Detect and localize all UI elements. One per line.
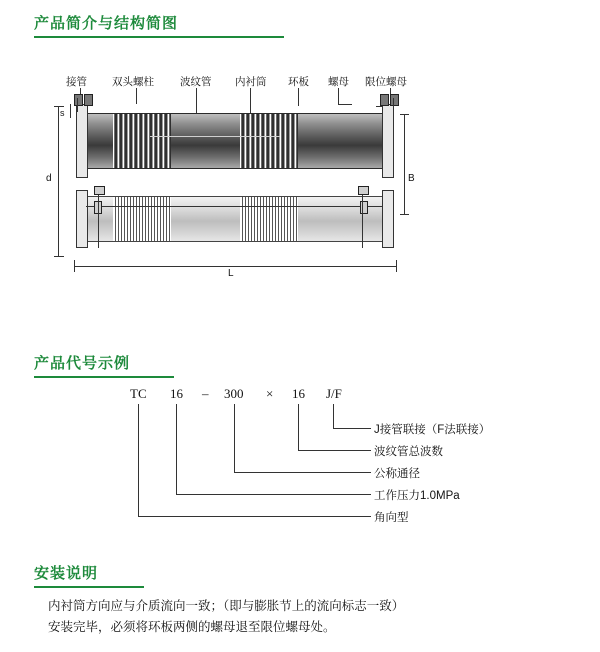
- install-line-2: 安装完毕，必须将环板两侧的螺母退至限位螺母处。: [48, 620, 336, 634]
- code-token-connection: J/F: [326, 386, 342, 401]
- tie-rod-right-top: [393, 98, 394, 112]
- callout-label-luomu: 螺母: [328, 76, 349, 88]
- dimension-cap-d-top: [54, 106, 64, 107]
- code-leader-v-5: [138, 404, 139, 516]
- code-desc-type: 角向型: [374, 512, 409, 524]
- section-title-product-code: 产品代号示例: [34, 355, 131, 372]
- code-leader-v-1: [333, 404, 334, 428]
- callout-label-bowenguan: 波纹管: [180, 76, 212, 88]
- limit-nut-right: [358, 186, 369, 195]
- leader-line-2: [136, 88, 137, 104]
- dimension-label-s: s: [60, 108, 65, 118]
- dimension-label-d: d: [46, 173, 52, 184]
- tie-rod-horizontal: [86, 206, 382, 207]
- callout-label-shuangtouluozhu: 双头螺柱: [112, 76, 154, 88]
- install-line-1: 内衬筒方向应与介质流向一致；（即与膨胀节上的流向标志一致）: [48, 599, 405, 613]
- code-token-type: TC: [130, 386, 147, 401]
- corrugation-right-top: [240, 114, 298, 168]
- code-leader-h-4: [176, 494, 371, 495]
- flange-right-bottom: [382, 190, 394, 248]
- product-code-diagram: [34, 378, 554, 538]
- bellows-body-top-view: [84, 113, 386, 169]
- stud-right-bottom: [362, 188, 363, 248]
- dimension-cap-d-bottom: [54, 256, 64, 257]
- section-title-install: 安装说明: [34, 565, 99, 582]
- code-leader-h-3: [234, 472, 371, 473]
- code-token-waves: 16: [292, 386, 305, 401]
- structure-diagram: [46, 68, 540, 288]
- bolt-left-upper: [74, 94, 83, 106]
- dimension-cap-B-top: [400, 114, 409, 115]
- dimension-label-B: B: [408, 173, 415, 184]
- callout-label-neichentong: 内衬筒: [235, 76, 267, 88]
- code-token-dash: –: [202, 386, 209, 401]
- section-underline: [34, 36, 284, 38]
- install-instructions: [48, 596, 548, 638]
- callout-label-jieguan: 接管: [66, 76, 87, 88]
- callout-label-xianweiluomu: 限位螺母: [365, 76, 407, 88]
- code-leader-h-2: [298, 450, 371, 451]
- flange-right-top: [382, 104, 394, 178]
- code-desc-pressure: 工作压力1.0MPa: [374, 490, 460, 502]
- dimension-line-L: [74, 266, 396, 267]
- dimension-line-B: [404, 114, 405, 214]
- corrugation-left-bottom: [113, 197, 171, 241]
- bolt-left-upper-2: [84, 94, 93, 106]
- flange-left-top: [76, 104, 88, 178]
- code-token-pressure: 16: [170, 386, 183, 401]
- code-leader-h-5: [138, 516, 371, 517]
- dimension-cap-L-left: [74, 260, 75, 272]
- dimension-cap-L-right: [396, 260, 397, 272]
- tie-rod-left-top: [77, 98, 78, 112]
- bolt-right-upper-2: [390, 94, 399, 106]
- code-leader-v-4: [176, 404, 177, 494]
- code-leader-v-3: [234, 404, 235, 472]
- bellows-body-bottom-view: [84, 196, 386, 242]
- code-desc-connection: J接管联接（F法联接）: [374, 424, 491, 436]
- code-leader-v-2: [298, 404, 299, 450]
- leader-line-6: [338, 88, 339, 104]
- code-token-diameter: 300: [224, 386, 244, 401]
- limit-nut-left: [94, 186, 105, 195]
- section-underline-3: [34, 586, 144, 588]
- code-leader-h-1: [333, 428, 371, 429]
- leader-line-5: [298, 88, 299, 106]
- liner-sleeve-line: [150, 136, 280, 137]
- stud-left-bottom: [98, 188, 99, 248]
- dimension-label-L: L: [228, 268, 234, 279]
- callout-label-huanban: 环板: [288, 76, 309, 88]
- product-code-heading: [34, 352, 174, 378]
- product-intro-heading: [34, 12, 284, 38]
- code-desc-diameter: 公称通径: [374, 468, 420, 480]
- code-desc-waves: 波纹管总波数: [374, 446, 443, 458]
- leader-elbow-6: [338, 104, 352, 105]
- section-title-product-intro: 产品简介与结构简图: [34, 15, 179, 32]
- flange-left-bottom: [76, 190, 88, 248]
- corrugation-right-bottom: [240, 197, 298, 241]
- bolt-right-upper: [380, 94, 389, 106]
- install-heading: [34, 562, 144, 588]
- dimension-tick-s: [70, 104, 71, 118]
- dimension-line-d: [58, 106, 59, 256]
- code-token-times: ×: [266, 386, 274, 401]
- corrugation-left-top: [113, 114, 171, 168]
- dimension-cap-B-bottom: [400, 214, 409, 215]
